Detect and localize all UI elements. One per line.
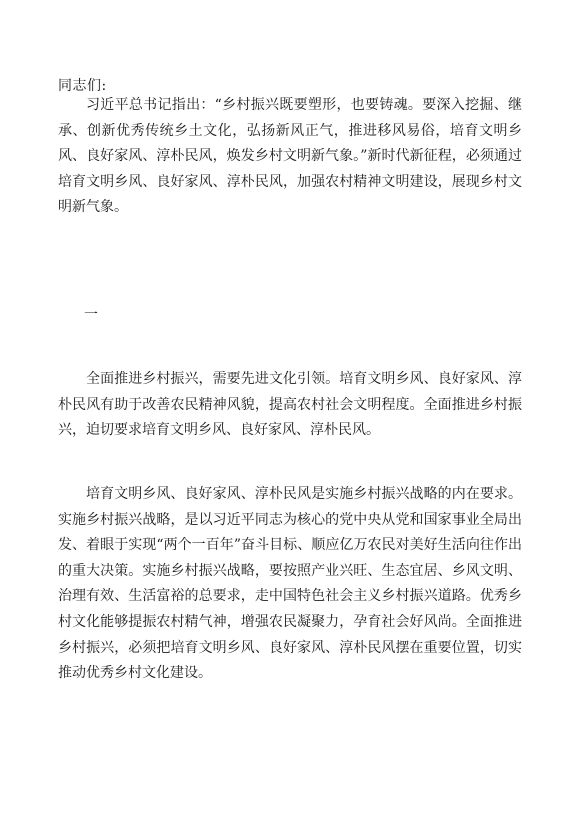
greeting: 同志们: [58,78,107,94]
paragraph-culture-guidance: 全面推进乡村振兴，需要先进文化引领。培育文明乡风、良好家风、淳朴民风有助于改善农民精神风貌，提高农村社会文明程度。全面推进乡村振兴，迫切要求培育文明乡风、良好家风、淳朴民风。 [58,371,522,439]
paragraph-intro: 习近平总书记指出：“乡村振兴既要塑形，也要铸魂。要深入挖掘、继承、创新优秀传统乡土文化，弘扬新风正气，推进移风易俗，培育文明乡风、良好家风、淳朴民风，焕发乡村文明新气象。”新时代新征程，必须通过培育文明乡风、良好家风、淳朴民风，加强农村精神文明建设，展现乡村文明新气象。 [58,97,522,216]
paragraph-strategy-requirement: 培育文明乡风、良好家风、淳朴民风是实施乡村振兴战略的内在要求。实施乡村振兴战略，是以习近平同志为核心的党中央从党和国家事业全局出发、着眼于实现“两个一百年”奋斗目标、顺应亿万农民对美好生活向往作出的重大决策。实施乡村振兴战略，要按照产业兴旺、生态宜居、乡风文明、治理有效、生活富裕的总要求，走中国特色社会主义乡村振兴道路。优秀乡村文化能够提振农村精气神，增强农民凝聚力，孕育社会好风尚。全面推进乡村振兴，必须把培育文明乡风、良好家风、淳朴民风摆在重要位置，切实推动优秀乡村文化建设。 [58,486,522,682]
section-heading: 一 [84,307,98,323]
